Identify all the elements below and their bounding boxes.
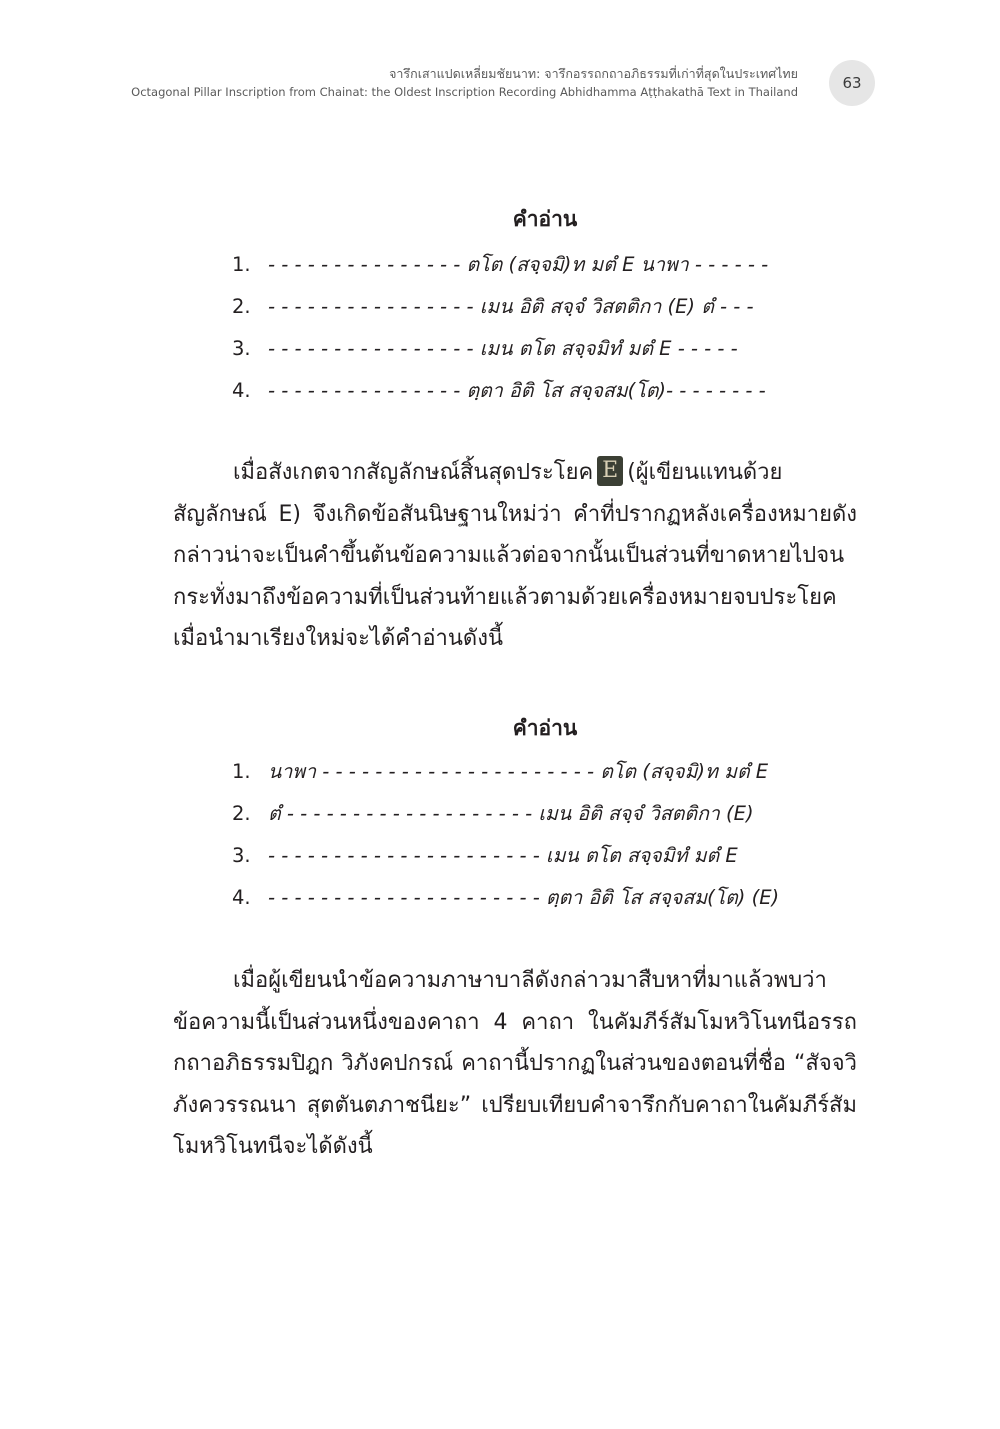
line-number: 3.	[232, 337, 251, 360]
paragraph-1-body: (ผู้เขียนแทนด้วยสัญลักษณ์ E) จึงเกิดข้อสันนิษฐานใหม่ว่า คำที่ปรากฏหลังเครื่องหมายดังกล่าวน่าจะเป็นคำขึ้นต้นข้อความแล้วต่อจากนั้นเป็นส่วนที่ขาดหายไปจนกระทั่งมาถึงข้อความที่เป็นส่วนท้ายแล้วตามด้วยเครื่องหมายจบประโยค เมื่อนำมาเรียงใหม่จะได้คำอ่านดังนี้	[173, 460, 857, 651]
line-text: - - - - - - - - - - - - - - - - เมน อิติ สจฺจํ วิสตติกา (E) ตํ - - -	[268, 295, 754, 318]
reading-line	[232, 877, 779, 919]
line-number: 4.	[232, 379, 251, 402]
reading-heading-1: คำอ่าน	[512, 207, 578, 231]
paragraph-2-body: เมื่อผู้เขียนนำข้อความภาษาบาลีดังกล่าวมาสืบหาที่มาแล้วพบว่า ข้อความนี้เป็นส่วนหนึ่งของคาถา 4 คาถา ในคัมภีร์สัมโมหวิโนทนีอรรถกถาอภิธรรมปิฎก วิภังคปกรณ์ คาถานี้ปรากฏในส่วนของตอนที่ชื่อ “สัจจวิภังควรรณนา สุตตันตภาชนียะ” เปรียบเทียบคำจารึกกับคาถาในคัมภีร์สัมโมหวิโนทนีจะได้ดังนี้	[173, 968, 857, 1159]
line-number: 2.	[232, 802, 251, 825]
paragraph-2	[173, 960, 857, 1168]
reading-line	[232, 328, 768, 370]
line-number: 1.	[232, 253, 251, 276]
reading-line	[232, 370, 768, 412]
line-number: 1.	[232, 760, 251, 783]
reading-line	[232, 244, 768, 286]
running-header	[78, 66, 798, 100]
line-number: 3.	[232, 844, 251, 867]
end-of-sentence-symbol-image	[597, 456, 623, 486]
paragraph-1	[173, 452, 857, 660]
line-text: - - - - - - - - - - - - - - - ตโต (สจฺจมิ)ท มตํ E นาพา - - - - - -	[268, 253, 769, 276]
line-text: - - - - - - - - - - - - - - - - - - - - - เมน ตโต สจฺจมิทํ มตํ E	[268, 844, 738, 867]
page-number: 63	[829, 60, 875, 106]
reading-heading-2: คำอ่าน	[512, 716, 578, 740]
line-text: - - - - - - - - - - - - - - - - - - - - - ตฺตา อิติ โส สจฺจสม(โต) (E)	[268, 886, 780, 909]
reading-line	[232, 286, 768, 328]
paragraph-1-lead: เมื่อสังเกตจากสัญลักษณ์สิ้นสุดประโยค	[233, 460, 594, 485]
line-number: 2.	[232, 295, 251, 318]
line-text: - - - - - - - - - - - - - - - ตฺตา อิติ โส สจฺจสม(โต)- - - - - - - -	[268, 379, 766, 402]
reading-list-2	[232, 751, 779, 919]
reading-line	[232, 835, 779, 877]
line-text: ตํ - - - - - - - - - - - - - - - - - - - เมน อิติ สจฺจํ วิสตติกา (E)	[268, 802, 754, 825]
line-text: นาพา - - - - - - - - - - - - - - - - - - - - - ตโต (สจฺจมิ)ท มตํ E	[268, 760, 769, 783]
line-number: 4.	[232, 886, 251, 909]
reading-list-1	[232, 244, 768, 412]
reading-line	[232, 751, 779, 793]
glyph-char: E	[602, 458, 619, 483]
header-title-english: Octagonal Pillar Inscription from Chainat: the Oldest Inscription Recording Abhidhamma Aṭṭhakathā Text in Thailand	[131, 85, 798, 99]
line-text: - - - - - - - - - - - - - - - - เมน ตโต สจฺจมิทํ มตํ E - - - - -	[268, 337, 738, 360]
reading-line	[232, 793, 779, 835]
header-title-thai: จารึกเสาแปดเหลี่ยมชัยนาท: จารึกอรรถกถาอภิธรรมที่เก่าที่สุดในประเทศไทย	[389, 66, 798, 81]
